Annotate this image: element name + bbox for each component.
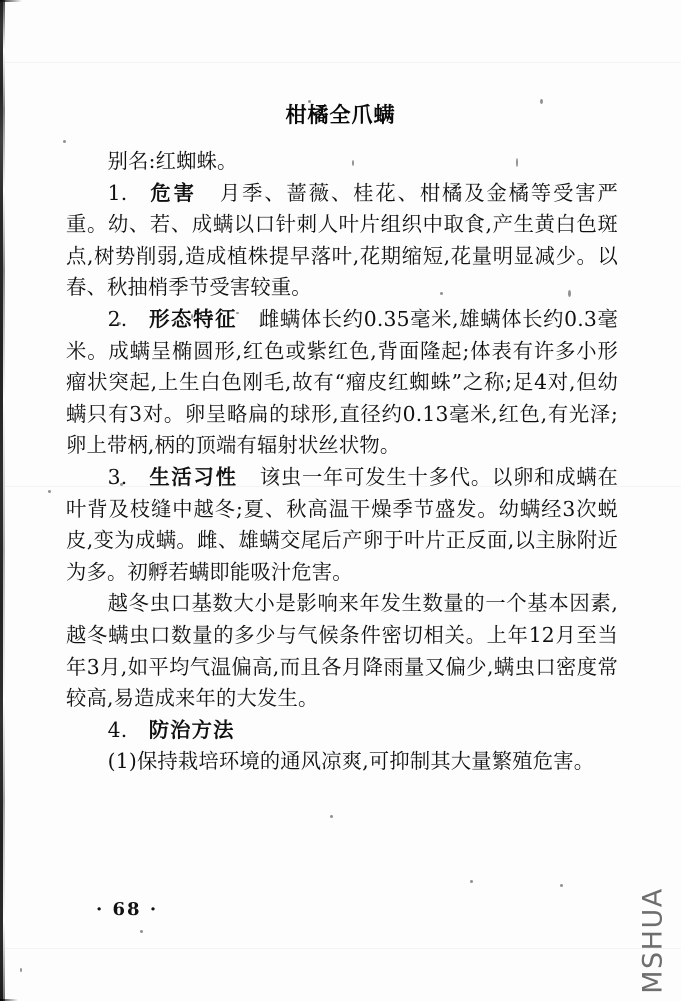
page-number: · 68 · <box>96 899 159 920</box>
section-paragraph-control-heading <box>66 715 618 747</box>
scan-speck <box>470 880 473 883</box>
section-paragraph-morphology <box>66 304 618 462</box>
section-paragraph-habits <box>66 462 618 588</box>
scan-speck <box>560 884 563 887</box>
section-heading-3: 生活习性 <box>148 464 238 489</box>
scan-speck <box>63 140 66 143</box>
scan-speck <box>140 930 143 933</box>
section-body-1: 月季、蔷薇、桂花、柑橘及金橘等受害严重。幼、若、成螨以口针刺人叶片组织中取食,产生黄白色斑点,树势削弱,造成植株提早落叶,花期缩短,花量明显减少。以春、秋抽梢季节受害较重。 <box>66 180 619 300</box>
watermark <box>631 877 675 995</box>
control-item-1-text: (1)保持栽培环境的通风凉爽,可抑制其大量繁殖危害。 <box>107 749 595 774</box>
section-heading-1: 危害 <box>148 180 197 205</box>
scan-edge-top <box>0 0 681 2</box>
overwinter-paragraph <box>66 588 618 714</box>
scan-speck <box>20 968 22 972</box>
section-heading-2: 形态特征 <box>148 306 238 331</box>
overwinter-text: 越冬虫口基数大小是影响来年发生数量的一个基本因素,越冬螨虫口数量的多少与气候条件密切相关。上年12月至当年3月,如平均气温偏高,而且各月降雨量又偏少,螨虫口密度常较高,易造成来年的大发生。 <box>66 591 618 711</box>
section-body-3: 该虫一年可发生十多代。以卵和成螨在叶背及枝缝中越冬;夏、秋高温干燥季节盛发。幼螨经3次蜕皮,变为成螨。雌、雄螨交尾后产卵于叶片正反面,以主脉附近为多。初孵若螨即能吸汁危害。 <box>66 464 618 584</box>
section-number-4: 4. <box>107 717 128 742</box>
scan-band <box>5 948 681 949</box>
control-item-1 <box>66 746 618 778</box>
section-number-3: 3. <box>107 464 128 489</box>
alias-text: 别名:红蜘蛛。 <box>107 149 238 173</box>
watermark-text: MSHUA <box>637 887 669 994</box>
page-title: 柑橘全爪螨 <box>285 103 396 127</box>
section-number-2: 2. <box>107 306 128 331</box>
page-body <box>66 146 618 778</box>
section-body-2: 雌螨体长约0.35毫米,雄螨体长约0.3毫米。成螨呈椭圆形,红色或紫红色,背面隆起;体表有许多小形瘤状突起,上生白色刚毛,故有“瘤皮红蜘蛛”之称;足4对,但幼螨只有3对。卵呈略扁的球形,直径约0.13毫米,红色,有光泽;卵上带柄,柄的顶端有辐射状丝状物。 <box>66 306 618 458</box>
scan-speck <box>330 815 333 818</box>
alias-paragraph <box>66 146 618 178</box>
scan-gutter-shadow <box>3 0 5 1001</box>
scan-band <box>5 62 681 63</box>
scan-speck <box>48 490 51 493</box>
section-paragraph-hazard <box>66 178 618 304</box>
section-number-1: 1. <box>107 180 128 205</box>
section-heading-4: 防治方法 <box>148 717 235 742</box>
